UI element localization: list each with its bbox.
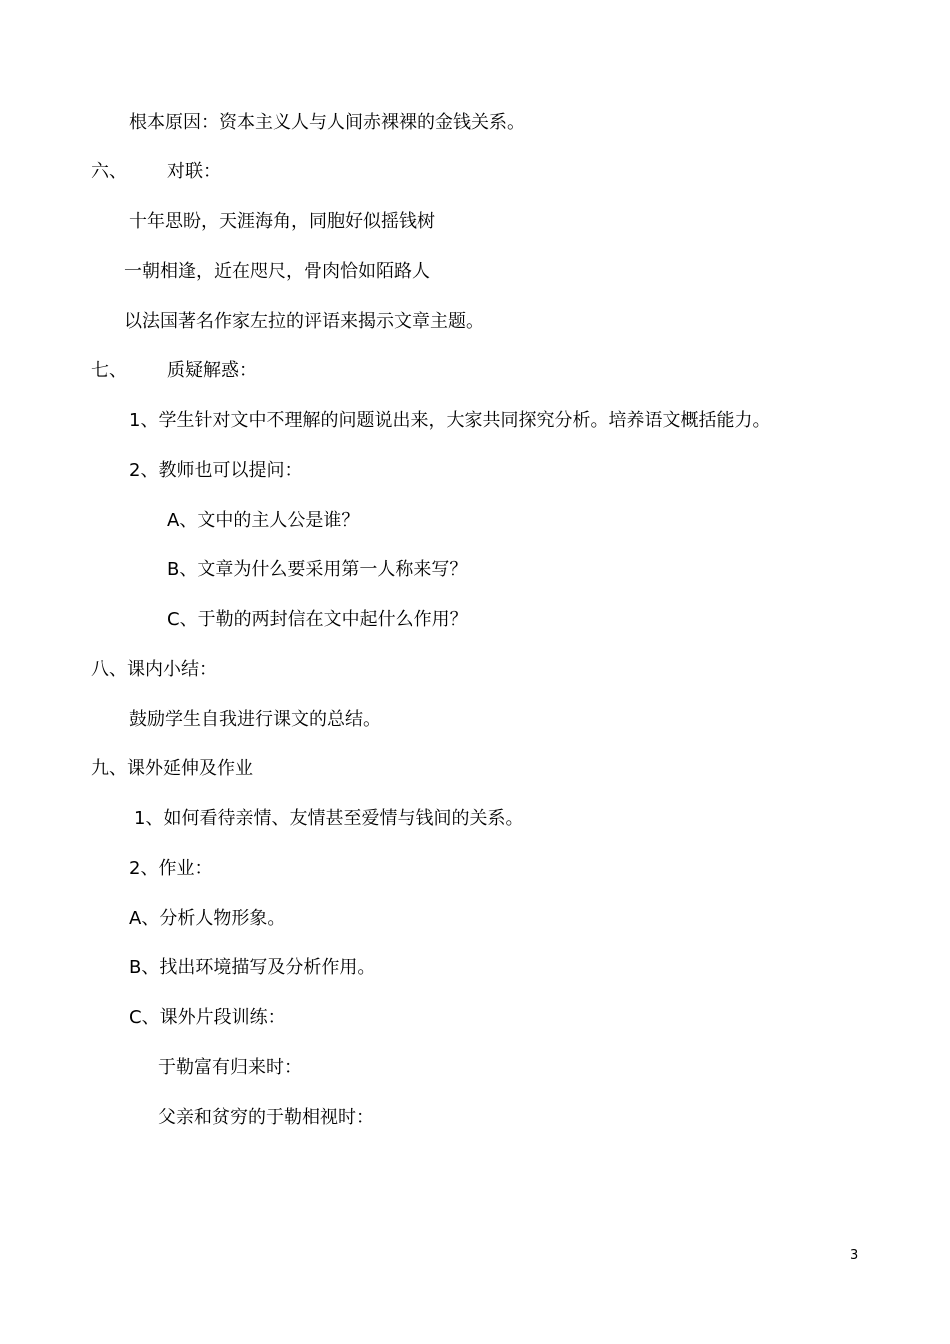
list-item: 1、如何看待亲情、友情甚至爱情与钱间的关系。 xyxy=(134,808,524,829)
question-item: B、文章为什么要采用第一人称来写？ xyxy=(167,559,468,580)
exercise-prompt: 于勒富有归来时： xyxy=(158,1057,302,1078)
paragraph-root-cause: 根本原因：资本主义人与人间赤裸裸的金钱关系。 xyxy=(129,112,525,133)
section-number: 七、 xyxy=(91,360,127,381)
question-item: A、文中的主人公是谁？ xyxy=(167,510,360,531)
list-item: 2、教师也可以提问： xyxy=(129,460,303,481)
section-heading-8: 八、课内小结： xyxy=(91,659,217,680)
homework-item: C、课外片段训练： xyxy=(129,1007,286,1028)
section-heading-6 xyxy=(91,160,221,184)
homework-item: A、分析人物形象。 xyxy=(129,908,286,929)
section-number: 六、 xyxy=(91,161,127,182)
exercise-prompt: 父亲和贫穷的于勒相视时： xyxy=(158,1107,374,1128)
paragraph-theme: 以法国著名作家左拉的评语来揭示文章主题。 xyxy=(124,311,484,332)
couplet-line-2: 一朝相逢，近在咫尺，骨肉恰如陌路人 xyxy=(124,261,430,282)
homework-item: B、找出环境描写及分析作用。 xyxy=(129,957,376,978)
section-heading-7 xyxy=(91,359,257,383)
list-item: 1、学生针对文中不理解的问题说出来，大家共同探究分析。培养语文概括能力。 xyxy=(129,410,771,431)
list-item: 2、作业： xyxy=(129,858,213,879)
section-title: 质疑解惑： xyxy=(167,360,257,381)
question-item: C、于勒的两封信在文中起什么作用？ xyxy=(167,609,468,630)
couplet-line-1: 十年思盼，天涯海角，同胞好似摇钱树 xyxy=(129,211,435,232)
section-title: 对联： xyxy=(167,161,221,182)
paragraph-summary: 鼓励学生自我进行课文的总结。 xyxy=(129,709,381,730)
page-number: 3 xyxy=(850,1248,859,1263)
section-heading-9: 九、课外延伸及作业 xyxy=(91,758,253,779)
